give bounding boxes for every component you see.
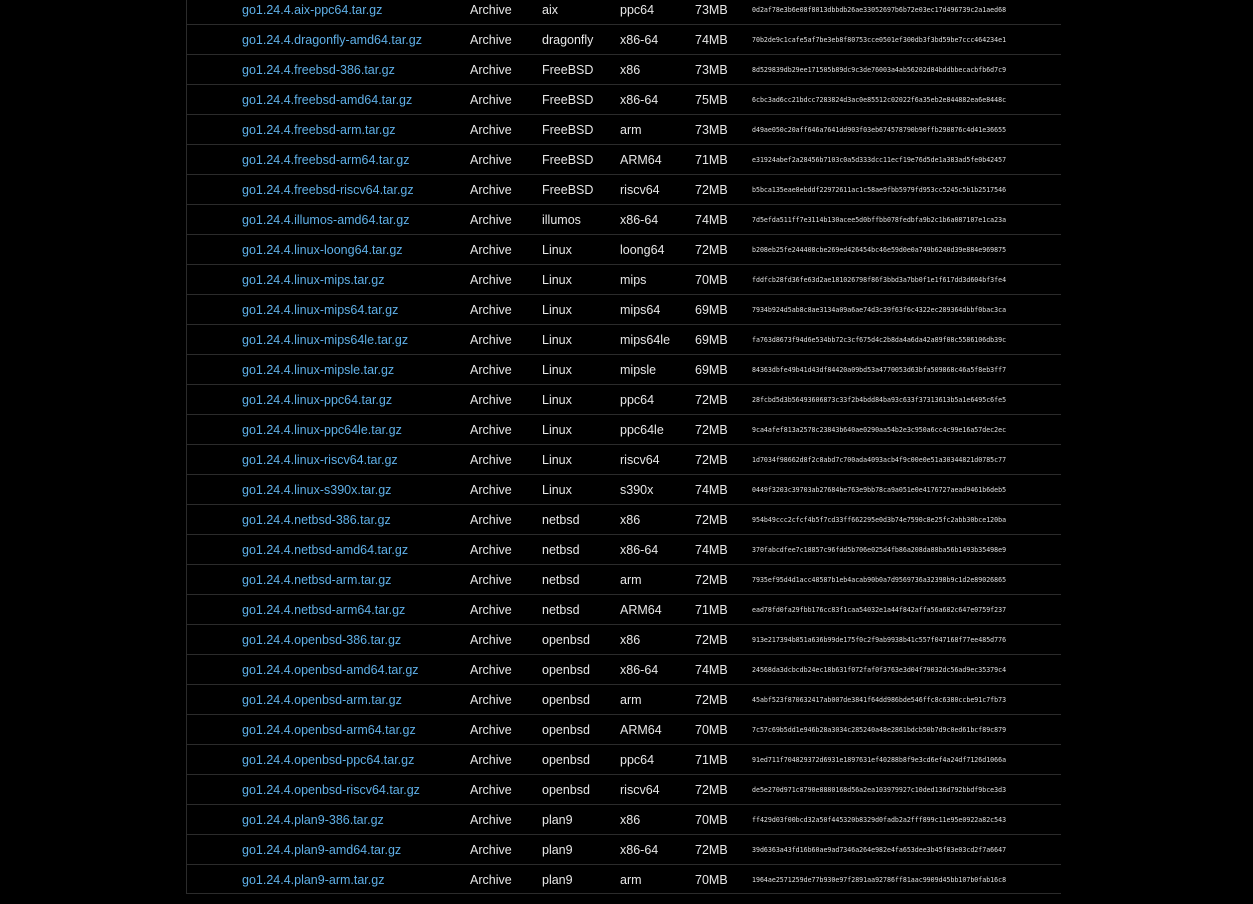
- sha256-checksum: 7935ef95d4d1acc48587b1eb4acab90b0a7d9569736a32398b9c1d2e89026865: [752, 576, 1007, 584]
- download-link[interactable]: go1.24.4.plan9-amd64.tar.gz: [242, 843, 402, 857]
- download-link[interactable]: go1.24.4.linux-mips64.tar.gz: [242, 303, 399, 317]
- download-link[interactable]: go1.24.4.openbsd-arm64.tar.gz: [242, 723, 416, 737]
- size-cell: 72MB: [695, 783, 728, 797]
- kind-cell: Archive: [470, 93, 512, 107]
- table-row: [187, 144, 1061, 174]
- size-cell: 74MB: [695, 33, 728, 47]
- os-cell: FreeBSD: [542, 153, 594, 167]
- arch-cell: ppc64: [620, 3, 655, 17]
- os-cell: openbsd: [542, 693, 590, 707]
- kind-cell: Archive: [470, 453, 512, 467]
- filename-cell: [242, 385, 392, 415]
- filename-cell: [242, 0, 382, 25]
- sha256-checksum: 6cbc3ad6cc21bdcc7283824d3ac0e85512c02022f6a35eb2e844882ea6e8448c: [752, 96, 1007, 104]
- download-link[interactable]: go1.24.4.openbsd-arm.tar.gz: [242, 693, 402, 707]
- size-cell: 75MB: [695, 93, 728, 107]
- os-cell: Linux: [542, 453, 572, 467]
- download-link[interactable]: go1.24.4.plan9-386.tar.gz: [242, 813, 384, 827]
- arch-cell: x86-64: [620, 93, 659, 107]
- filename-cell: [242, 595, 405, 625]
- kind-cell: Archive: [470, 813, 512, 827]
- size-cell: 72MB: [695, 393, 728, 407]
- table-row: [187, 54, 1061, 84]
- filename-cell: [242, 235, 403, 265]
- os-cell: Linux: [542, 363, 572, 377]
- os-cell: openbsd: [542, 753, 590, 767]
- arch-cell: mipsle: [620, 363, 657, 377]
- filename-cell: [242, 175, 414, 205]
- size-cell: 71MB: [695, 153, 728, 167]
- filename-cell: [242, 265, 384, 295]
- os-cell: FreeBSD: [542, 123, 594, 137]
- arch-cell: loong64: [620, 243, 665, 257]
- table-row: [187, 504, 1061, 534]
- download-link[interactable]: go1.24.4.linux-riscv64.tar.gz: [242, 453, 398, 467]
- filename-cell: [242, 565, 391, 595]
- arch-cell: x86: [620, 63, 641, 77]
- os-cell: Linux: [542, 333, 572, 347]
- download-link[interactable]: go1.24.4.linux-mipsle.tar.gz: [242, 363, 395, 377]
- arch-cell: mips64le: [620, 333, 671, 347]
- size-cell: 72MB: [695, 243, 728, 257]
- os-cell: aix: [542, 3, 558, 17]
- sha256-checksum: 7d5efda511ff7e3114b130acee5d0bffbb078fedbfa9b2c1b6a087107e1ca23a: [752, 216, 1007, 224]
- size-cell: 74MB: [695, 543, 728, 557]
- kind-cell: Archive: [470, 633, 512, 647]
- os-cell: plan9: [542, 843, 573, 857]
- sha256-checksum: d49ae050c20aff646a7641dd903f03eb674578790b90ffb298876c4d41e36655: [752, 126, 1007, 134]
- sha256-checksum: 28fcbd5d3b56493606873c33f2b4bdd84ba93c633f37313613b5a1e6495c6fe5: [752, 396, 1007, 404]
- kind-cell: Archive: [470, 543, 512, 557]
- os-cell: openbsd: [542, 723, 590, 737]
- kind-cell: Archive: [470, 33, 512, 47]
- size-cell: 72MB: [695, 513, 728, 527]
- arch-cell: x86: [620, 633, 641, 647]
- kind-cell: Archive: [470, 213, 512, 227]
- arch-cell: ppc64: [620, 753, 655, 767]
- arch-cell: x86: [620, 513, 641, 527]
- filename-cell: [242, 715, 416, 745]
- filename-cell: [242, 445, 398, 475]
- table-row: [187, 684, 1061, 714]
- sha256-checksum: ff429d03f00bcd32a50f445320b8329d0fadb2a2fff899c11e95e0922a82c543: [752, 816, 1007, 824]
- size-cell: 73MB: [695, 3, 728, 17]
- kind-cell: Archive: [470, 153, 512, 167]
- table-row: [187, 0, 1061, 24]
- table-row: [187, 354, 1061, 384]
- size-cell: 70MB: [695, 813, 728, 827]
- arch-cell: mips64: [620, 303, 661, 317]
- size-cell: 72MB: [695, 843, 728, 857]
- kind-cell: Archive: [470, 693, 512, 707]
- download-link[interactable]: go1.24.4.netbsd-arm.tar.gz: [242, 573, 392, 587]
- table-row: [187, 834, 1061, 864]
- os-cell: Linux: [542, 483, 572, 497]
- filename-cell: [242, 865, 384, 895]
- size-cell: 71MB: [695, 603, 728, 617]
- os-cell: netbsd: [542, 513, 580, 527]
- size-cell: 74MB: [695, 483, 728, 497]
- arch-cell: arm: [620, 873, 642, 887]
- kind-cell: Archive: [470, 873, 512, 887]
- kind-cell: Archive: [470, 333, 512, 347]
- filename-cell: [242, 745, 414, 775]
- sha256-checksum: de5e270d971c8790e8880168d56a2ea103979927c10ded136d792bbdf9bce3d3: [752, 786, 1007, 794]
- arch-cell: ppc64: [620, 393, 655, 407]
- sha256-checksum: 370fabcdfee7c18857c96fdd5b706e025d4fb86a208da88ba56b1493b35498e9: [752, 546, 1007, 554]
- filename-cell: [242, 85, 412, 115]
- arch-cell: x86-64: [620, 33, 659, 47]
- sha256-checksum: b208eb25fe244408cbe269ed426454bc46e59d0e0a749b6240d39e884e969875: [752, 246, 1007, 254]
- sha256-checksum: 913e217394b851a636b99de175f0c2f9ab9938b41c557f047168f77ee485d776: [752, 636, 1007, 644]
- table-row: [187, 564, 1061, 594]
- sha256-checksum: fa763d8673f94d6e534bb72c3cf675d4c2b8da4a6da42a89f08c5586106db39c: [752, 336, 1007, 344]
- table-row: [187, 384, 1061, 414]
- sha256-checksum: 7c57c69b5dd1e946b28a3034c285240a48e2861bdcb50b7d9c0ed61bcf89c879: [752, 726, 1007, 734]
- table-row: [187, 774, 1061, 804]
- table-row: [187, 804, 1061, 834]
- download-link[interactable]: go1.24.4.netbsd-386.tar.gz: [242, 513, 391, 527]
- table-row: [187, 714, 1061, 744]
- arch-cell: ARM64: [620, 153, 662, 167]
- arch-cell: x86-64: [620, 213, 659, 227]
- size-cell: 70MB: [695, 273, 728, 287]
- size-cell: 74MB: [695, 663, 728, 677]
- kind-cell: Archive: [470, 723, 512, 737]
- table-row: [187, 234, 1061, 264]
- arch-cell: ARM64: [620, 723, 662, 737]
- size-cell: 72MB: [695, 423, 728, 437]
- filename-cell: [242, 625, 401, 655]
- os-cell: Linux: [542, 273, 572, 287]
- sha256-checksum: 39d6363a43fd16b60ae9ad7346a264e982e4fa653dee3b45f83e03cd2f7a6647: [752, 846, 1007, 854]
- arch-cell: riscv64: [620, 183, 660, 197]
- filename-cell: [242, 55, 395, 85]
- os-cell: FreeBSD: [542, 93, 594, 107]
- size-cell: 69MB: [695, 363, 728, 377]
- download-link[interactable]: go1.24.4.illumos-amd64.tar.gz: [242, 213, 410, 227]
- filename-cell: [242, 325, 408, 355]
- kind-cell: Archive: [470, 423, 512, 437]
- filename-cell: [242, 685, 402, 715]
- filename-cell: [242, 535, 408, 565]
- kind-cell: Archive: [470, 573, 512, 587]
- filename-cell: [242, 805, 384, 835]
- os-cell: netbsd: [542, 603, 580, 617]
- sha256-checksum: 0d2af78e3b6e08f8013dbbdb26ae33052697b6b72e03ec17d496739c2a1aed68: [752, 6, 1007, 14]
- sha256-checksum: 954b49ccc2cfcf4b5f7cd33ff662295e0d3b74e7590c8e25fc2abb30bce120ba: [752, 516, 1007, 524]
- arch-cell: ARM64: [620, 603, 662, 617]
- size-cell: 74MB: [695, 213, 728, 227]
- kind-cell: Archive: [470, 753, 512, 767]
- filename-cell: [242, 655, 419, 685]
- table-row: [187, 294, 1061, 324]
- table-row: [187, 534, 1061, 564]
- arch-cell: x86: [620, 813, 641, 827]
- arch-cell: x86-64: [620, 543, 659, 557]
- kind-cell: Archive: [470, 123, 512, 137]
- size-cell: 69MB: [695, 303, 728, 317]
- sha256-checksum: 8d529839db29ee171505b89dc9c3de76003a4ab56202d84bddbbecacbfb6d7c9: [752, 66, 1007, 74]
- arch-cell: x86-64: [620, 663, 659, 677]
- filename-cell: [242, 145, 409, 175]
- size-cell: 70MB: [695, 873, 728, 887]
- download-link[interactable]: go1.24.4.dragonfly-amd64.tar.gz: [242, 33, 422, 47]
- sha256-checksum: e31924abef2a28456b7103c0a5d333dcc11ecf19e76d5de1a383ad5fe0b42457: [752, 156, 1007, 164]
- filename-cell: [242, 505, 391, 535]
- sha256-checksum: 91ed711f704829372d6931e1897631ef40288b8f9e3cd6ef4a24df7126d1066a: [752, 756, 1007, 764]
- filename-cell: [242, 355, 394, 385]
- os-cell: Linux: [542, 243, 572, 257]
- arch-cell: mips: [620, 273, 647, 287]
- table-row: [187, 654, 1061, 684]
- arch-cell: s390x: [620, 483, 654, 497]
- filename-cell: [242, 835, 401, 865]
- table-row: [187, 474, 1061, 504]
- os-cell: openbsd: [542, 783, 590, 797]
- table-row: [187, 114, 1061, 144]
- size-cell: 71MB: [695, 753, 728, 767]
- os-cell: FreeBSD: [542, 183, 594, 197]
- filename-cell: [242, 205, 409, 235]
- download-link[interactable]: go1.24.4.openbsd-ppc64.tar.gz: [242, 753, 415, 767]
- os-cell: openbsd: [542, 663, 590, 677]
- sha256-checksum: 1d7034f98662d8f2c8abd7c700ada4093acb4f9c00e0e51a30344821d0785c77: [752, 456, 1007, 464]
- size-cell: 69MB: [695, 333, 728, 347]
- kind-cell: Archive: [470, 303, 512, 317]
- size-cell: 72MB: [695, 633, 728, 647]
- filename-cell: [242, 775, 420, 805]
- download-link[interactable]: go1.24.4.freebsd-riscv64.tar.gz: [242, 183, 414, 197]
- download-link[interactable]: go1.24.4.linux-ppc64le.tar.gz: [242, 423, 402, 437]
- size-cell: 73MB: [695, 63, 728, 77]
- download-link[interactable]: go1.24.4.openbsd-386.tar.gz: [242, 633, 402, 647]
- os-cell: netbsd: [542, 573, 580, 587]
- table-row: [187, 324, 1061, 354]
- download-link[interactable]: go1.24.4.aix-ppc64.tar.gz: [242, 3, 383, 17]
- os-cell: dragonfly: [542, 33, 594, 47]
- kind-cell: Archive: [470, 183, 512, 197]
- table-row: [187, 864, 1061, 894]
- arch-cell: arm: [620, 573, 642, 587]
- os-cell: openbsd: [542, 633, 590, 647]
- arch-cell: x86-64: [620, 843, 659, 857]
- download-link[interactable]: go1.24.4.freebsd-386.tar.gz: [242, 63, 395, 77]
- table-row: [187, 444, 1061, 474]
- filename-cell: [242, 415, 402, 445]
- filename-cell: [242, 115, 396, 145]
- kind-cell: Archive: [470, 663, 512, 677]
- size-cell: 72MB: [695, 183, 728, 197]
- size-cell: 72MB: [695, 453, 728, 467]
- sha256-checksum: 70b2de9c1cafe5af7be3eb8f80753cce0501ef300db3f3bd59be7ccc464234e1: [752, 36, 1007, 44]
- sha256-checksum: 84363dbfe49b41d43df84420a09bd53a4770053d63bfa509868c46a5f8eb3ff7: [752, 366, 1007, 374]
- sha256-checksum: ead78fd0fa29fbb176cc83f1caa54032e1a44f842affa56a682c647e0759f237: [752, 606, 1007, 614]
- table-row: [187, 744, 1061, 774]
- os-cell: plan9: [542, 873, 573, 887]
- sha256-checksum: 45abf523f870632417ab007de3841f64dd986bde546ffc8c6380ccbe91c7fb73: [752, 696, 1007, 704]
- kind-cell: Archive: [470, 603, 512, 617]
- download-link[interactable]: go1.24.4.plan9-arm.tar.gz: [242, 873, 385, 887]
- sha256-checksum: 0449f3203c39703ab27684be763e9bb78ca9a051e0e4176727aead9461b6deb5: [752, 486, 1007, 494]
- size-cell: 73MB: [695, 123, 728, 137]
- download-link[interactable]: go1.24.4.freebsd-arm.tar.gz: [242, 123, 396, 137]
- sha256-checksum: 9ca4afef813a2578c23843b640ae0290aa54b2e3c950a6cc4c99e16a57dec2ec: [752, 426, 1007, 434]
- kind-cell: Archive: [470, 63, 512, 77]
- kind-cell: Archive: [470, 363, 512, 377]
- download-link[interactable]: go1.24.4.linux-s390x.tar.gz: [242, 483, 392, 497]
- table-row: [187, 414, 1061, 444]
- kind-cell: Archive: [470, 513, 512, 527]
- download-link[interactable]: go1.24.4.netbsd-arm64.tar.gz: [242, 603, 406, 617]
- download-link[interactable]: go1.24.4.linux-mips.tar.gz: [242, 273, 385, 287]
- table-row: [187, 24, 1061, 54]
- arch-cell: arm: [620, 123, 642, 137]
- sha256-checksum: b5bca135eae8ebddf22972611ac1c58ae9fbb5979fd953cc5245c5b1b2517546: [752, 186, 1007, 194]
- sha256-checksum: 1964ae2571259de77b930e97f2891aa92786ff81aac9909d45bb107b0fab16c8: [752, 876, 1007, 884]
- table-row: [187, 624, 1061, 654]
- download-link[interactable]: go1.24.4.openbsd-riscv64.tar.gz: [242, 783, 420, 797]
- os-cell: plan9: [542, 813, 573, 827]
- downloads-table: [186, 0, 1061, 894]
- kind-cell: Archive: [470, 783, 512, 797]
- table-row: [187, 84, 1061, 114]
- sha256-checksum: 24568da3dcbcdb24ec18b631f072faf0f3763e3d04f79032dc56ad9ec35379c4: [752, 666, 1007, 674]
- arch-cell: riscv64: [620, 453, 660, 467]
- kind-cell: Archive: [470, 273, 512, 287]
- download-link[interactable]: go1.24.4.linux-mips64le.tar.gz: [242, 333, 409, 347]
- arch-cell: riscv64: [620, 783, 660, 797]
- arch-cell: arm: [620, 693, 642, 707]
- os-cell: Linux: [542, 393, 572, 407]
- kind-cell: Archive: [470, 843, 512, 857]
- table-row: [187, 594, 1061, 624]
- kind-cell: Archive: [470, 3, 512, 17]
- filename-cell: [242, 295, 398, 325]
- sha256-checksum: 7934b924d5ab8c8ae3134a09a6ae74d3c39f63f6c4322ec289364dbbf0bac3ca: [752, 306, 1007, 314]
- download-link[interactable]: go1.24.4.netbsd-amd64.tar.gz: [242, 543, 409, 557]
- table-row: [187, 204, 1061, 234]
- os-cell: Linux: [542, 423, 572, 437]
- kind-cell: Archive: [470, 393, 512, 407]
- table-row: [187, 174, 1061, 204]
- download-link[interactable]: go1.24.4.freebsd-amd64.tar.gz: [242, 93, 413, 107]
- size-cell: 72MB: [695, 573, 728, 587]
- size-cell: 72MB: [695, 693, 728, 707]
- download-link[interactable]: go1.24.4.linux-ppc64.tar.gz: [242, 393, 393, 407]
- os-cell: netbsd: [542, 543, 580, 557]
- os-cell: FreeBSD: [542, 63, 594, 77]
- size-cell: 70MB: [695, 723, 728, 737]
- download-link[interactable]: go1.24.4.openbsd-amd64.tar.gz: [242, 663, 419, 677]
- filename-cell: [242, 25, 422, 55]
- download-link[interactable]: go1.24.4.linux-loong64.tar.gz: [242, 243, 403, 257]
- arch-cell: ppc64le: [620, 423, 664, 437]
- sha256-checksum: fddfcb28fd36fe63d2ae181026798f86f3bbd3a7bb0f1e1f617dd3d604bf3fe4: [752, 276, 1007, 284]
- kind-cell: Archive: [470, 243, 512, 257]
- filename-cell: [242, 475, 391, 505]
- table-row: [187, 264, 1061, 294]
- os-cell: illumos: [542, 213, 581, 227]
- os-cell: Linux: [542, 303, 572, 317]
- download-link[interactable]: go1.24.4.freebsd-arm64.tar.gz: [242, 153, 410, 167]
- kind-cell: Archive: [470, 483, 512, 497]
